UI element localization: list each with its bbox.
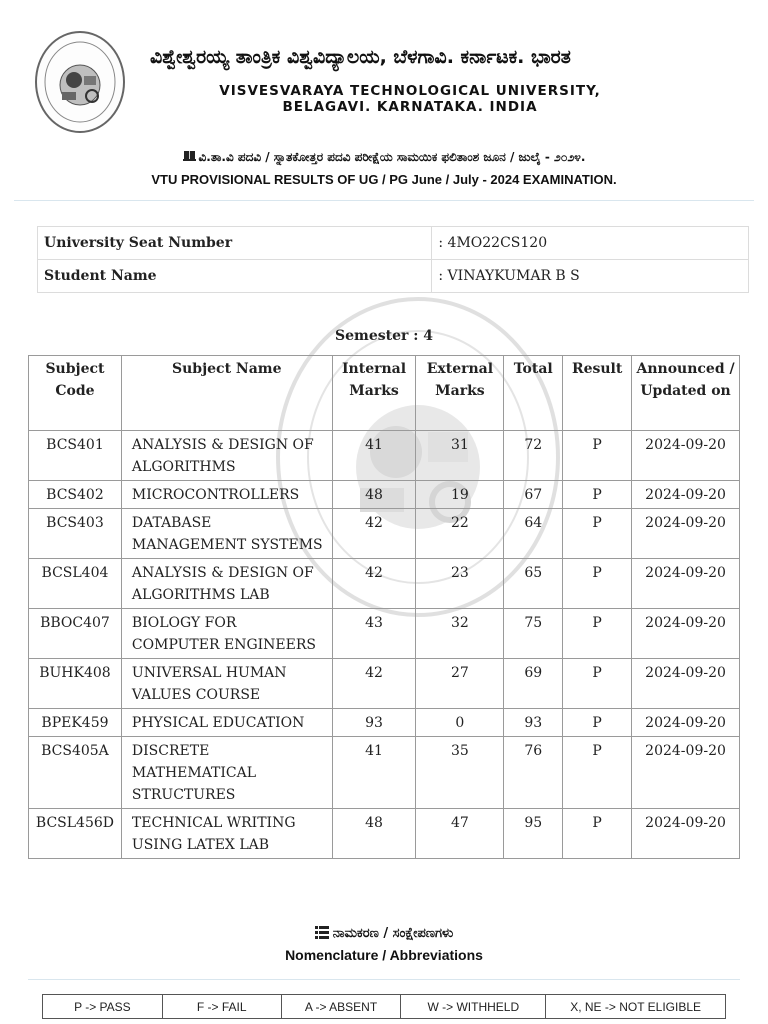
total-marks-cell: 67 <box>504 481 563 509</box>
result-cell: P <box>563 481 632 509</box>
announced-date-cell: 2024-09-20 <box>632 559 740 609</box>
abbr-fail: F -> FAIL <box>162 995 281 1019</box>
external-marks-cell: 32 <box>416 609 504 659</box>
subtitle-kannada-text: ವಿ.ತಾ.ವಿ ಪದವಿ / ಸ್ನಾತಕೋತ್ತರ ಪದವಿ ಪರೀಕ್ಷೆಯ ಸಾಮಯಿಕ ಫಲಿತಾಂಶ ಜೂನ / ಜುಲೈ - ೨೦೨೪. <box>198 150 586 164</box>
subject-code-cell: BBOC407 <box>29 609 122 659</box>
result-cell: P <box>563 737 632 809</box>
results-subtitle-kannada <box>0 150 768 165</box>
subject-name-cell: TECHNICAL WRITING USING LATEX LAB <box>121 809 332 859</box>
university-title-english: VISVESVARAYA TECHNOLOGICAL UNIVERSITY, <box>219 83 601 99</box>
total-marks-cell: 93 <box>504 709 563 737</box>
abbreviations-row <box>43 995 726 1019</box>
seat-number-row <box>38 227 749 260</box>
subject-code-cell: BCS401 <box>29 431 122 481</box>
header-announced: Announced / Updated on <box>632 356 740 431</box>
results-subtitle-english: VTU PROVISIONAL RESULTS OF UG / PG June / July - 2024 EXAMINATION. <box>151 172 617 187</box>
result-cell: P <box>563 509 632 559</box>
university-location-english: BELAGAVI. KARNATAKA. INDIA <box>282 99 538 115</box>
result-cell: P <box>563 659 632 709</box>
subject-name-cell: BIOLOGY FOR COMPUTER ENGINEERS <box>121 609 332 659</box>
internal-marks-cell: 41 <box>332 431 416 481</box>
subject-name-cell: DISCRETE MATHEMATICAL STRUCTURES <box>121 737 332 809</box>
seat-number-label: University Seat Number <box>38 227 432 260</box>
total-marks-cell: 95 <box>504 809 563 859</box>
total-marks-cell: 76 <box>504 737 563 809</box>
abbr-pass: P -> PASS <box>43 995 163 1019</box>
subject-name-cell: UNIVERSAL HUMAN VALUES COURSE <box>121 659 332 709</box>
student-name-label: Student Name <box>38 260 432 293</box>
subject-name-cell: PHYSICAL EDUCATION <box>121 709 332 737</box>
internal-marks-cell: 42 <box>332 509 416 559</box>
header-internal-marks: Internal Marks <box>332 356 416 431</box>
book-icon <box>183 151 196 162</box>
results-table-header <box>29 356 740 431</box>
total-marks-cell: 64 <box>504 509 563 559</box>
abbr-absent: A -> ABSENT <box>281 995 401 1019</box>
subject-name-cell: DATABASE MANAGEMENT SYSTEMS <box>121 509 332 559</box>
nomenclature-title-kannada <box>0 926 768 941</box>
result-cell: P <box>563 609 632 659</box>
table-row <box>29 481 740 509</box>
header-subject-name: Subject Name <box>121 356 332 431</box>
announced-date-cell: 2024-09-20 <box>632 481 740 509</box>
result-cell: P <box>563 809 632 859</box>
result-cell: P <box>563 431 632 481</box>
subject-code-cell: BCSL404 <box>29 559 122 609</box>
internal-marks-cell: 48 <box>332 809 416 859</box>
internal-marks-cell: 42 <box>332 659 416 709</box>
table-row <box>29 559 740 609</box>
table-row <box>29 659 740 709</box>
internal-marks-cell: 48 <box>332 481 416 509</box>
header-external-marks: External Marks <box>416 356 504 431</box>
page-header <box>0 0 768 200</box>
list-icon <box>315 926 329 939</box>
results-table <box>28 355 740 859</box>
total-marks-cell: 75 <box>504 609 563 659</box>
announced-date-cell: 2024-09-20 <box>632 709 740 737</box>
subject-code-cell: BCSL456D <box>29 809 122 859</box>
announced-date-cell: 2024-09-20 <box>632 431 740 481</box>
internal-marks-cell: 42 <box>332 559 416 609</box>
announced-date-cell: 2024-09-20 <box>632 609 740 659</box>
subject-name-cell: ANALYSIS & DESIGN OF ALGORITHMS LAB <box>121 559 332 609</box>
external-marks-cell: 47 <box>416 809 504 859</box>
external-marks-cell: 31 <box>416 431 504 481</box>
student-name-row <box>38 260 749 293</box>
table-row <box>29 809 740 859</box>
student-name-value: : VINAYKUMAR B S <box>432 260 749 293</box>
subject-code-cell: BCS405A <box>29 737 122 809</box>
semester-label: Semester : 4 <box>334 328 434 344</box>
announced-date-cell: 2024-09-20 <box>632 659 740 709</box>
internal-marks-cell: 93 <box>332 709 416 737</box>
external-marks-cell: 0 <box>416 709 504 737</box>
announced-date-cell: 2024-09-20 <box>632 809 740 859</box>
result-cell: P <box>563 709 632 737</box>
header-total: Total <box>504 356 563 431</box>
table-row <box>29 509 740 559</box>
total-marks-cell: 69 <box>504 659 563 709</box>
nomenclature-kannada-text: ನಾಮಕರಣ / ಸಂಕ್ಷೇಪಣಗಳು <box>332 926 454 941</box>
result-cell: P <box>563 559 632 609</box>
abbreviations-table <box>42 994 726 1019</box>
table-row <box>29 609 740 659</box>
table-row <box>29 709 740 737</box>
abbr-withheld: W -> WITHHELD <box>401 995 546 1019</box>
external-marks-cell: 19 <box>416 481 504 509</box>
subject-name-cell: ANALYSIS & DESIGN OF ALGORITHMS <box>121 431 332 481</box>
seat-number-value: : 4MO22CS120 <box>432 227 749 260</box>
nomenclature-divider <box>28 979 740 980</box>
subject-name-cell: MICROCONTROLLERS <box>121 481 332 509</box>
subject-code-cell: BUHK408 <box>29 659 122 709</box>
internal-marks-cell: 41 <box>332 737 416 809</box>
header-result: Result <box>563 356 632 431</box>
announced-date-cell: 2024-09-20 <box>632 509 740 559</box>
subject-code-cell: BPEK459 <box>29 709 122 737</box>
abbr-not-eligible: X, NE -> NOT ELIGIBLE <box>546 995 726 1019</box>
external-marks-cell: 22 <box>416 509 504 559</box>
external-marks-cell: 35 <box>416 737 504 809</box>
nomenclature-title-english: Nomenclature / Abbreviations <box>285 947 483 963</box>
table-row <box>29 737 740 809</box>
subject-code-cell: BCS403 <box>29 509 122 559</box>
student-info-table <box>37 226 749 293</box>
table-row <box>29 431 740 481</box>
external-marks-cell: 23 <box>416 559 504 609</box>
external-marks-cell: 27 <box>416 659 504 709</box>
header-subject-code: Subject Code <box>29 356 122 431</box>
total-marks-cell: 72 <box>504 431 563 481</box>
university-logo-icon <box>34 30 126 134</box>
header-divider <box>14 200 754 201</box>
announced-date-cell: 2024-09-20 <box>632 737 740 809</box>
total-marks-cell: 65 <box>504 559 563 609</box>
university-title-kannada: ವಿಶ್ವೇಶ್ವರಯ್ಯ ತಾಂತ್ರಿಕ ವಿಶ್ವವಿದ್ಯಾಲಯ, ಬೆಳಗಾವಿ. ಕರ್ನಾಟಕ. ಭಾರತ <box>150 46 571 68</box>
internal-marks-cell: 43 <box>332 609 416 659</box>
subject-code-cell: BCS402 <box>29 481 122 509</box>
